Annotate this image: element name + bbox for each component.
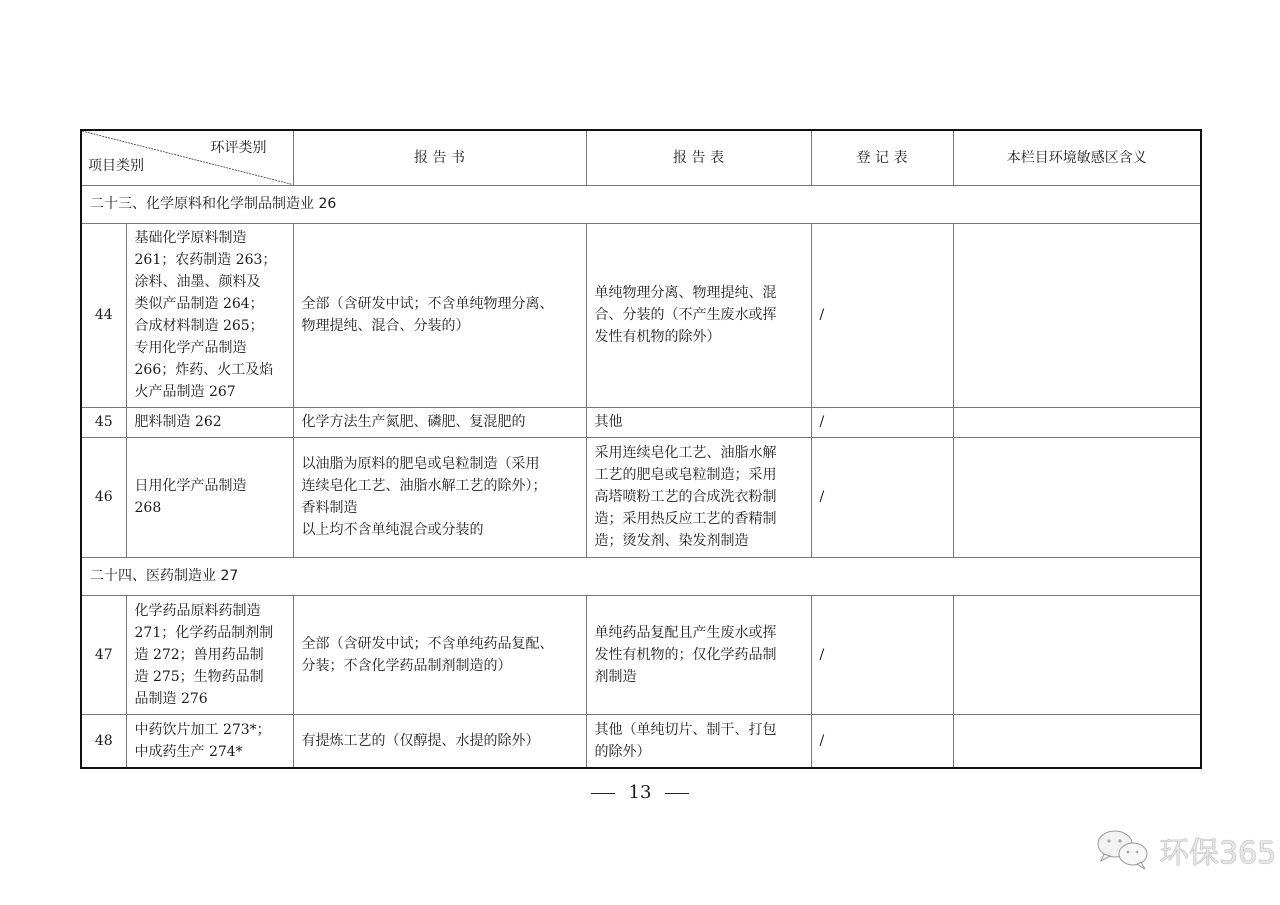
text-line: 全部（含研发中试；不含单纯药品复配、 (301, 635, 554, 652)
sensitive-area-cell (953, 437, 1201, 557)
sensitive-area-cell (953, 714, 1201, 768)
table-row (81, 407, 1201, 437)
text-line: 化学药品原料药制造 (134, 602, 261, 619)
text-line: 火产品制造 267 (134, 384, 236, 400)
text-line: 有提炼工艺的（仅醇提、水提的除外） (301, 732, 540, 749)
project-category (126, 407, 293, 437)
row-number: 46 (81, 437, 126, 557)
project-category (126, 223, 293, 407)
report-form-cell (586, 437, 811, 557)
table-row (81, 714, 1201, 768)
text-line: 266；炸药、火工及焰 (134, 362, 274, 378)
text-line: 专用化学产品制造 (134, 340, 247, 356)
diagonal-header-cell (81, 130, 293, 185)
text-line: 工艺的肥皂或皂粒制造；采用 (594, 467, 777, 483)
header-sensitive-area: 本栏目环境敏感区含义 (953, 130, 1201, 185)
section-row-pharma (81, 557, 1201, 595)
row-number: 48 (81, 714, 126, 768)
registration-cell: / (811, 714, 953, 768)
table-header-row (81, 130, 1201, 185)
wechat-icon (1095, 828, 1153, 872)
report-form-cell (586, 714, 811, 768)
text-line: 肥料制造 262 (134, 414, 222, 430)
sensitive-area-cell (953, 595, 1201, 714)
report-form-cell (586, 223, 811, 407)
report-form-cell (586, 595, 811, 714)
registration-cell: / (811, 437, 953, 557)
text-line: 分装；不含化学药品制剂制造的） (301, 657, 512, 674)
report-book-cell (293, 595, 586, 714)
text-line: 日用化学产品制造 (134, 478, 247, 494)
registration-cell: / (811, 223, 953, 407)
registration-cell: / (811, 407, 953, 437)
text-line: 连续皂化工艺、油脂水解工艺的除外）； (301, 478, 547, 494)
project-category-label: 项目类别 (88, 157, 144, 174)
report-form-cell (586, 407, 811, 437)
text-line: 其他（单纯切片、制干、打包 (594, 721, 777, 738)
text-line: 其他 (594, 414, 623, 430)
text-line: 合成材料制造 265； (134, 318, 264, 334)
table-row (81, 595, 1201, 714)
watermark (1095, 825, 1276, 875)
section-title: 二十四、医药制造业 27 (81, 557, 1201, 595)
text-line: 261；农药制造 263； (134, 252, 277, 268)
text-line: 以油脂为原料的肥皂或皂粒制造（采用 (301, 456, 540, 472)
text-line: 品制造 276 (134, 690, 208, 707)
text-line: 发性有机物的；仅化学药品制 (594, 646, 777, 663)
text-line: 271；化学药品制剂制 (134, 624, 274, 641)
text-line: 化学方法生产氮肥、磷肥、复混肥的 (301, 414, 526, 430)
text-line: 单纯物理分离、物理提纯、混 (594, 285, 777, 301)
report-book-cell (293, 714, 586, 768)
text-line: 基础化学原料制造 (134, 230, 247, 246)
header-report-form: 报 告 表 (586, 130, 811, 185)
row-number: 45 (81, 407, 126, 437)
text-line: 造；烫发剂、染发剂制造 (594, 533, 749, 549)
text-line: 采用连续皂化工艺、油脂水解 (594, 445, 777, 461)
text-line: 以上均不含单纯混合或分装的 (301, 522, 484, 538)
table-row (81, 223, 1201, 407)
text-line: 中药饮片加工 273*； (134, 721, 271, 738)
text-line: 物理提纯、混合、分装的） (301, 318, 470, 334)
report-book-cell (293, 437, 586, 557)
dash-left (591, 793, 615, 794)
table-row (81, 437, 1201, 557)
watermark-text: 环保365 (1159, 836, 1277, 871)
page-number (0, 782, 1280, 803)
row-number: 44 (81, 223, 126, 407)
header-report-book: 报 告 书 (293, 130, 586, 185)
text-line: 香料制造 (301, 500, 358, 516)
section-row-chemical (81, 185, 1201, 223)
project-category (126, 714, 293, 768)
text-line: 发性有机物的除外） (594, 329, 721, 345)
row-number: 47 (81, 595, 126, 714)
sensitive-area-cell (953, 223, 1201, 407)
page-number-value: 13 (628, 782, 652, 803)
dash-right (665, 793, 689, 794)
text-line: 高塔喷粉工艺的合成洗衣粉制 (594, 489, 777, 505)
text-line: 涂料、油墨、颜料及 (134, 274, 261, 290)
text-line: 单纯药品复配且产生废水或挥 (594, 624, 777, 641)
text-line: 合、分装的（不产生废水或挥 (594, 307, 777, 323)
report-book-cell (293, 223, 586, 407)
text-line: 类似产品制造 264； (134, 296, 264, 312)
project-category (126, 437, 293, 557)
env-category-label: 环评类别 (210, 140, 267, 156)
text-line: 中成药生产 274* (134, 743, 243, 760)
text-line: 造 272；兽用药品制 (134, 646, 264, 663)
text-line: 全部（含研发中试；不含单纯物理分离、 (301, 296, 554, 312)
eia-classification-table (80, 129, 1202, 769)
project-category (126, 595, 293, 714)
text-line: 的除外） (594, 743, 651, 760)
text-line: 造；采用热反应工艺的香精制 (594, 511, 777, 527)
report-book-cell (293, 407, 586, 437)
registration-cell: / (811, 595, 953, 714)
text-line: 268 (134, 500, 162, 516)
text-line: 造 275；生物药品制 (134, 668, 264, 685)
header-registration-form: 登 记 表 (811, 130, 953, 185)
text-line: 剂制造 (594, 668, 637, 685)
sensitive-area-cell (953, 407, 1201, 437)
section-title: 二十三、化学原料和化学制品制造业 26 (81, 185, 1201, 223)
